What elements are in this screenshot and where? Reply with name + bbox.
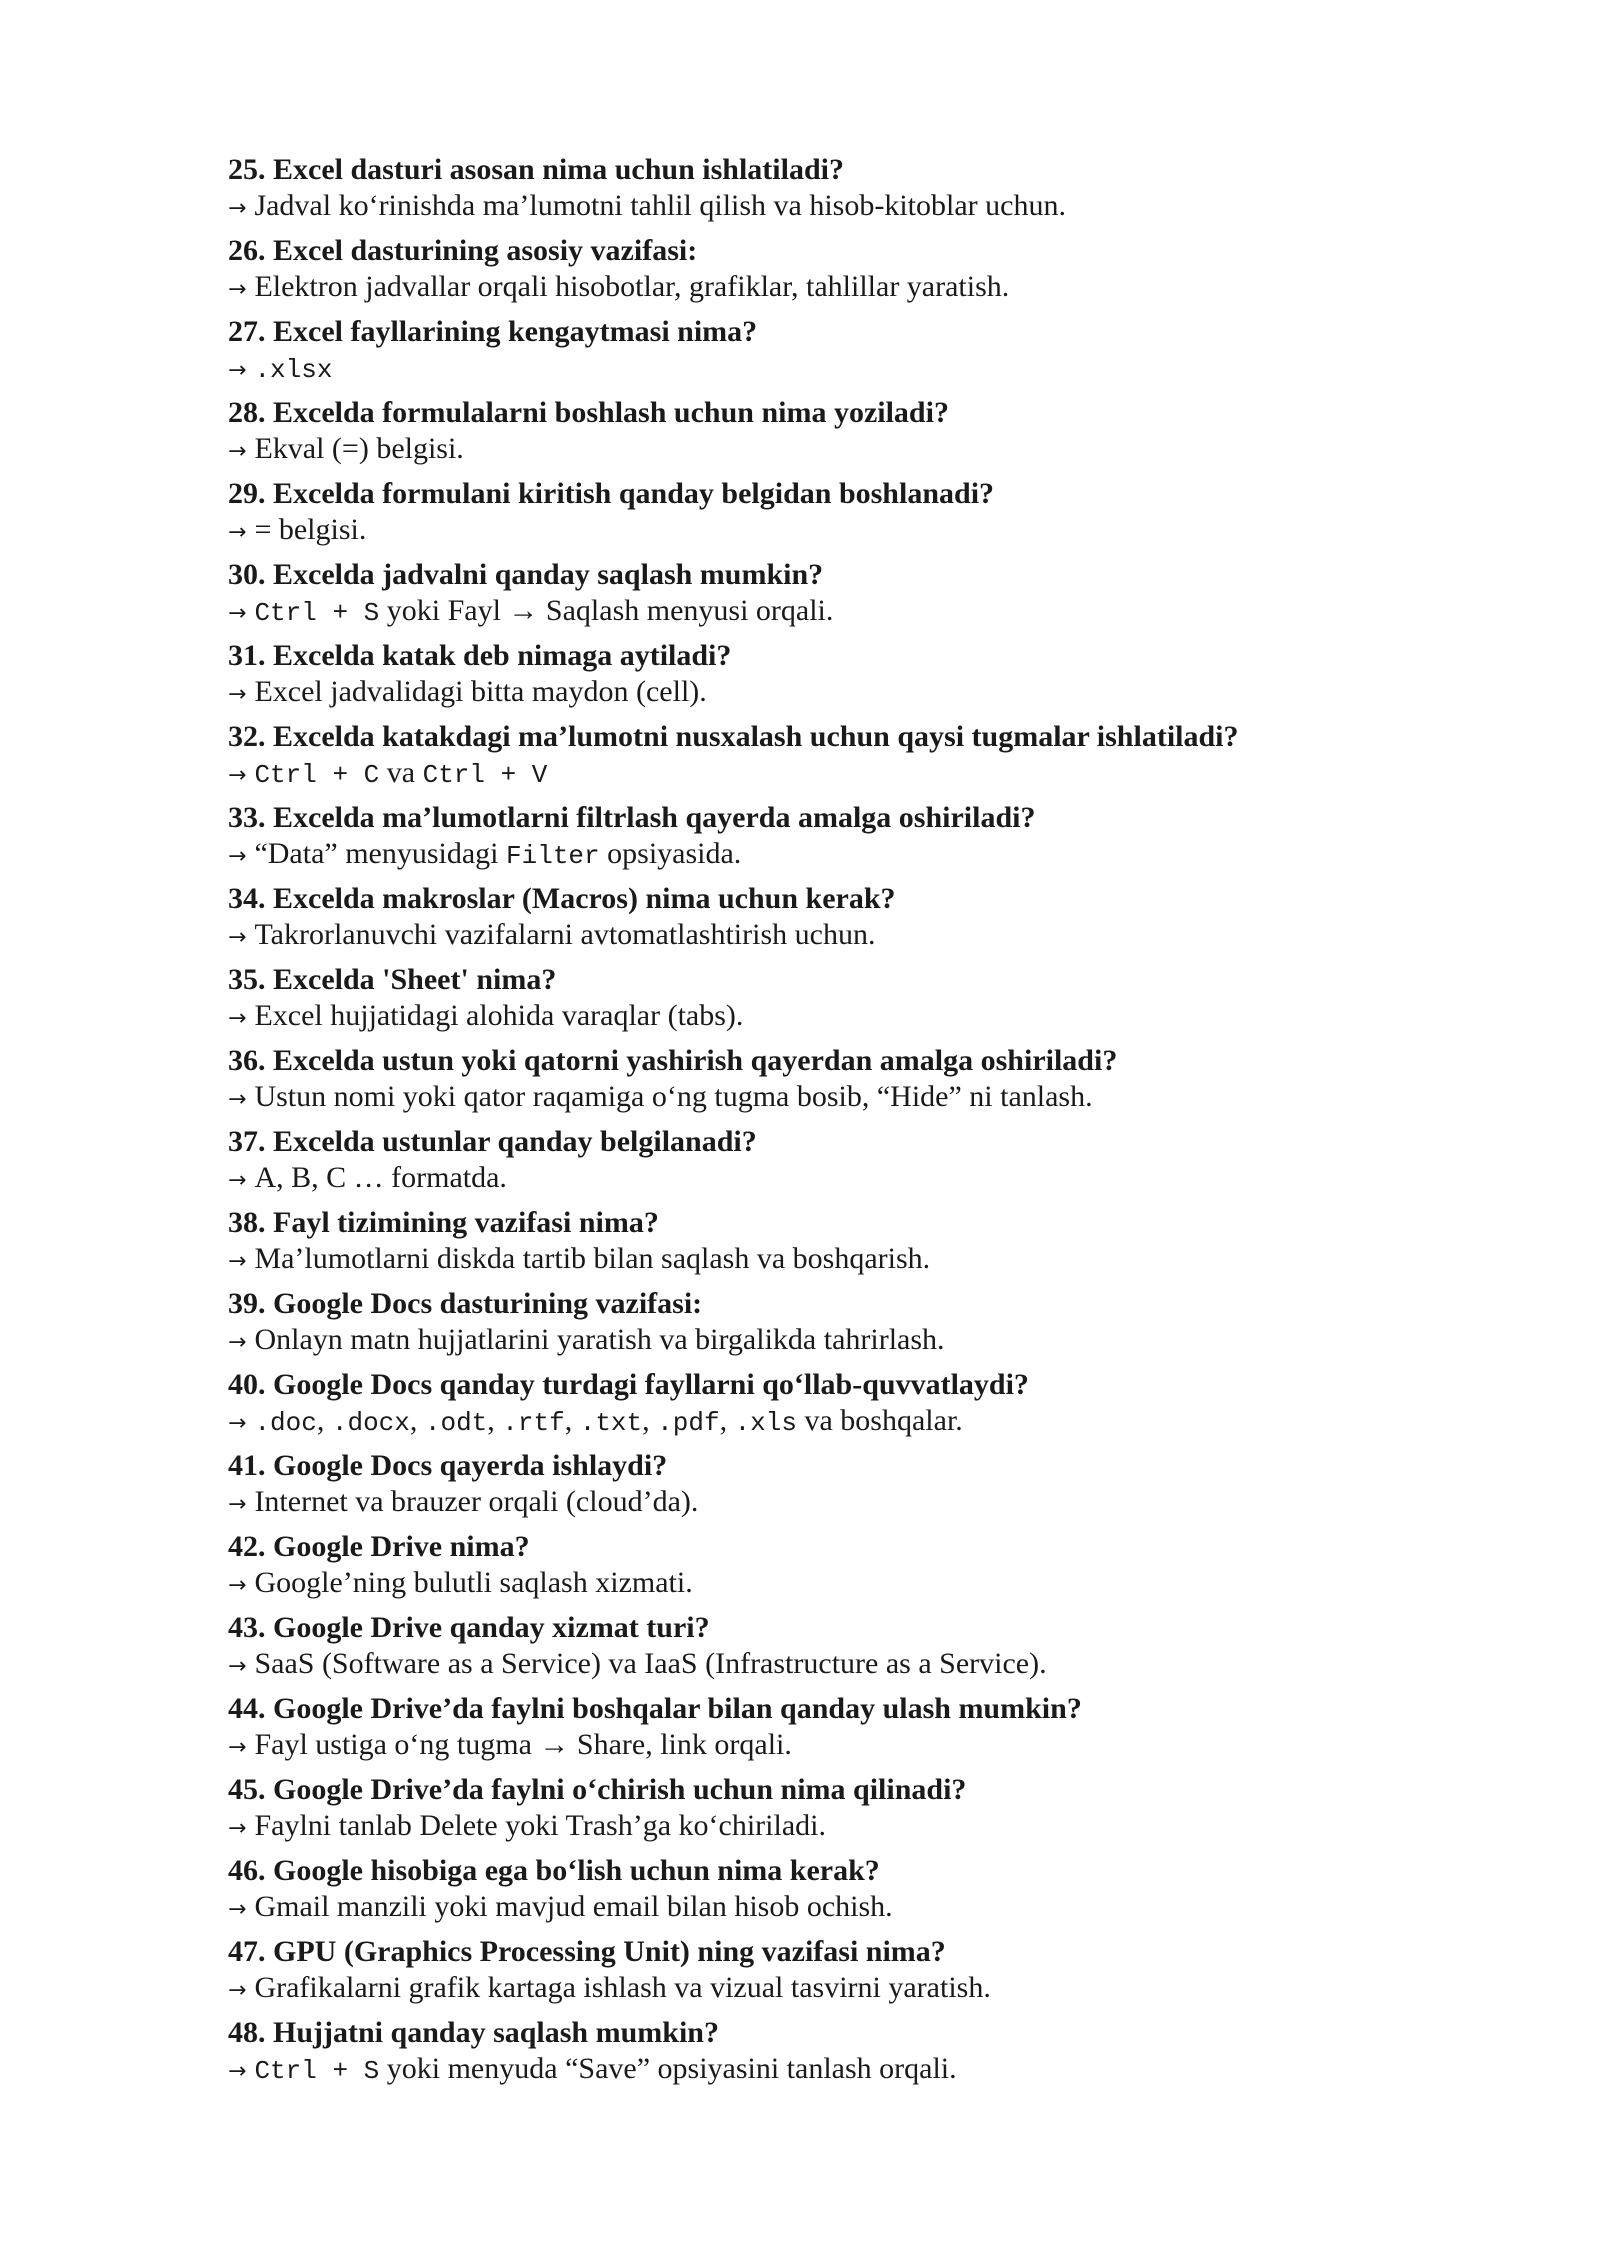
qa-item xyxy=(228,638,1528,710)
answer-text: Google’ning bulutli saqlash xizmati. xyxy=(254,1566,693,1599)
answer-text: Elektron jadvallar orqali hisobotlar, grafiklar, tahlillar yaratish. xyxy=(254,270,1010,303)
qa-list xyxy=(228,152,1528,2087)
answer-line xyxy=(228,188,1528,224)
question-text: 33. Excelda ma’lumotlarni filtrlash qayerda amalga oshiriladi? xyxy=(228,801,1036,834)
answer-code: .doc xyxy=(254,1408,317,1438)
answer-text: Excel jadvalidagi bitta maydon (cell). xyxy=(254,675,707,708)
answer-text: Ustun nomi yoki qator raqamiga o‘ng tugma bosib, “Hide” ni tanlash. xyxy=(254,1080,1093,1113)
qa-item xyxy=(228,1124,1528,1196)
answer-line xyxy=(228,1565,1528,1601)
qa-item xyxy=(228,1448,1528,1520)
answer-line xyxy=(228,1646,1528,1682)
answer-code: .odt xyxy=(424,1408,488,1438)
arrow-right-icon: → xyxy=(228,277,247,302)
answer-code: .pdf xyxy=(657,1408,720,1438)
answer-line xyxy=(228,1889,1528,1925)
answer-line xyxy=(228,836,1528,872)
arrow-right-icon: → xyxy=(228,520,247,545)
qa-item xyxy=(228,1934,1528,2006)
arrow-right-icon: → xyxy=(228,1249,247,1274)
question-text: 34. Excelda makroslar (Macros) nima uchun kerak? xyxy=(228,882,896,915)
answer-text: yoki Fayl → Saqlash menyusi orqali. xyxy=(379,594,834,627)
answer-line xyxy=(228,431,1528,467)
answer-line xyxy=(228,755,1528,791)
arrow-right-icon: → xyxy=(228,1330,247,1355)
question-text: 27. Excel fayllarining kengaytmasi nima? xyxy=(228,315,758,348)
qa-item xyxy=(228,1691,1528,1763)
answer-text: Jadval ko‘rinishda ma’lumotni tahlil qilish va hisob-kitoblar uchun. xyxy=(254,189,1066,222)
question-text: 30. Excelda jadvalni qanday saqlash mumkin? xyxy=(228,558,824,591)
question-text: 25. Excel dasturi asosan nima uchun ishlatiladi? xyxy=(228,153,844,186)
qa-item xyxy=(228,233,1528,305)
question-text: 42. Google Drive nima? xyxy=(228,1530,530,1563)
answer-line xyxy=(228,1160,1528,1196)
answer-text: Takrorlanuvchi vazifalarni avtomatlashtirish uchun. xyxy=(254,918,876,951)
arrow-right-icon: → xyxy=(228,1006,247,1031)
answer-line xyxy=(228,1241,1528,1277)
answer-line xyxy=(228,2051,1528,2087)
answer-code: .docx xyxy=(331,1408,410,1438)
question-text: 45. Google Drive’da faylni o‘chirish uchun nima qilinadi? xyxy=(228,1773,967,1806)
arrow-right-icon: → xyxy=(228,925,247,950)
answer-line xyxy=(228,593,1528,629)
answer-text: Excel hujjatidagi alohida varaqlar (tabs). xyxy=(254,999,744,1032)
qa-item xyxy=(228,962,1528,1034)
qa-item xyxy=(228,1205,1528,1277)
arrow-right-icon: → xyxy=(228,1654,247,1679)
question-text: 47. GPU (Graphics Processing Unit) ning vazifasi nima? xyxy=(228,1935,946,1968)
answer-line xyxy=(228,674,1528,710)
qa-item xyxy=(228,476,1528,548)
answer-text: A, B, C … formatda. xyxy=(254,1161,507,1194)
answer-text: Internet va brauzer orqali (cloud’da). xyxy=(254,1485,699,1518)
answer-text: SaaS (Software as a Service) va IaaS (Infrastructure as a Service). xyxy=(254,1647,1047,1680)
arrow-right-icon: → xyxy=(228,439,247,464)
qa-item xyxy=(228,314,1528,386)
answer-text: , xyxy=(719,1404,735,1437)
answer-text: Faylni tanlab Delete yoki Trash’ga ko‘chiriladi. xyxy=(254,1809,826,1842)
answer-line xyxy=(228,1808,1528,1844)
answer-text: va xyxy=(379,756,423,789)
answer-line xyxy=(228,917,1528,953)
qa-item xyxy=(228,1853,1528,1925)
answer-line xyxy=(228,998,1528,1034)
arrow-right-icon: → xyxy=(228,1168,247,1193)
question-text: 31. Excelda katak deb nimaga aytiladi? xyxy=(228,639,732,672)
answer-text: , xyxy=(409,1404,425,1437)
answer-line xyxy=(228,1322,1528,1358)
arrow-right-icon: → xyxy=(228,196,247,221)
arrow-right-icon: → xyxy=(228,1735,247,1760)
arrow-right-icon: → xyxy=(228,601,247,626)
answer-code: .xlsx xyxy=(254,355,333,385)
qa-item xyxy=(228,1367,1528,1439)
arrow-right-icon: → xyxy=(228,1978,247,2003)
qa-item xyxy=(228,881,1528,953)
answer-text: = belgisi. xyxy=(254,513,367,546)
arrow-right-icon: → xyxy=(228,1411,247,1436)
arrow-right-icon: → xyxy=(228,1573,247,1598)
answer-code: .rtf xyxy=(502,1408,565,1438)
arrow-right-icon: → xyxy=(228,2059,247,2084)
answer-text: va boshqalar. xyxy=(796,1404,963,1437)
question-text: 35. Excelda 'Sheet' nima? xyxy=(228,963,557,996)
question-text: 40. Google Docs qanday turdagi fayllarni qo‘llab-quvvatlaydi? xyxy=(228,1368,1029,1401)
qa-item xyxy=(228,1286,1528,1358)
answer-text: , xyxy=(316,1404,332,1437)
arrow-right-icon: → xyxy=(228,763,247,788)
answer-code: .txt xyxy=(579,1408,643,1438)
qa-item xyxy=(228,800,1528,872)
answer-code: Ctrl + S xyxy=(254,598,380,628)
question-text: 44. Google Drive’da faylni boshqalar bilan qanday ulash mumkin? xyxy=(228,1692,1082,1725)
arrow-right-icon: → xyxy=(228,1897,247,1922)
qa-item xyxy=(228,395,1528,467)
answer-text: “Data” menyusidagi xyxy=(254,837,507,870)
question-text: 36. Excelda ustun yoki qatorni yashirish qayerdan amalga oshiriladi? xyxy=(228,1044,1118,1077)
document-page xyxy=(228,152,1528,2096)
question-text: 28. Excelda formulalarni boshlash uchun nima yoziladi? xyxy=(228,396,949,429)
question-text: 38. Fayl tizimining vazifasi nima? xyxy=(228,1206,659,1239)
answer-text: yoki menyuda “Save” opsiyasini tanlash orqali. xyxy=(379,2052,957,2085)
answer-code: Ctrl + C xyxy=(254,760,380,790)
answer-text: Onlayn matn hujjatlarini yaratish va birgalikda tahrirlash. xyxy=(254,1323,945,1356)
answer-line xyxy=(228,269,1528,305)
qa-item xyxy=(228,1043,1528,1115)
answer-code: Ctrl + S xyxy=(254,2056,380,2086)
answer-line xyxy=(228,1403,1528,1439)
answer-line xyxy=(228,512,1528,548)
arrow-right-icon: → xyxy=(228,682,247,707)
answer-line xyxy=(228,1484,1528,1520)
answer-text: Gmail manzili yoki mavjud email bilan hisob ochish. xyxy=(254,1890,893,1923)
question-text: 41. Google Docs qayerda ishlaydi? xyxy=(228,1449,668,1482)
answer-text: Fayl ustiga o‘ng tugma → Share, link orqali. xyxy=(254,1728,792,1761)
answer-text: Ekval (=) belgisi. xyxy=(254,432,464,465)
answer-code: Filter xyxy=(506,841,600,871)
question-text: 39. Google Docs dasturining vazifasi: xyxy=(228,1287,703,1320)
answer-text: Ma’lumotlarni diskda tartib bilan saqlash va boshqarish. xyxy=(254,1242,931,1275)
answer-line xyxy=(228,1970,1528,2006)
answer-line xyxy=(228,350,1528,386)
qa-item xyxy=(228,1772,1528,1844)
qa-item xyxy=(228,2015,1528,2087)
answer-code: Ctrl + V xyxy=(422,760,548,790)
question-text: 26. Excel dasturining asosiy vazifasi: xyxy=(228,234,698,267)
arrow-right-icon: → xyxy=(228,1492,247,1517)
answer-text: , xyxy=(487,1404,503,1437)
question-text: 43. Google Drive qanday xizmat turi? xyxy=(228,1611,710,1644)
answer-text: , xyxy=(642,1404,658,1437)
answer-code: .xls xyxy=(734,1408,797,1438)
qa-item xyxy=(228,557,1528,629)
qa-item xyxy=(228,152,1528,224)
qa-item xyxy=(228,719,1528,791)
answer-line xyxy=(228,1727,1528,1763)
arrow-right-icon: → xyxy=(228,1087,247,1112)
question-text: 29. Excelda formulani kiritish qanday belgidan boshlanadi? xyxy=(228,477,995,510)
answer-text: opsiyasida. xyxy=(599,837,742,870)
qa-item xyxy=(228,1529,1528,1601)
answer-line xyxy=(228,1079,1528,1115)
answer-text: , xyxy=(564,1404,580,1437)
arrow-right-icon: → xyxy=(228,1816,247,1841)
question-text: 32. Excelda katakdagi ma’lumotni nusxalash uchun qaysi tugmalar ishlatiladi? xyxy=(228,720,1239,753)
arrow-right-icon: → xyxy=(228,358,247,383)
question-text: 48. Hujjatni qanday saqlash mumkin? xyxy=(228,2016,719,2049)
arrow-right-icon: → xyxy=(228,844,247,869)
answer-text: Grafikalarni grafik kartaga ishlash va vizual tasvirni yaratish. xyxy=(254,1971,991,2004)
question-text: 46. Google hisobiga ega bo‘lish uchun nima kerak? xyxy=(228,1854,880,1887)
question-text: 37. Excelda ustunlar qanday belgilanadi? xyxy=(228,1125,757,1158)
qa-item xyxy=(228,1610,1528,1682)
